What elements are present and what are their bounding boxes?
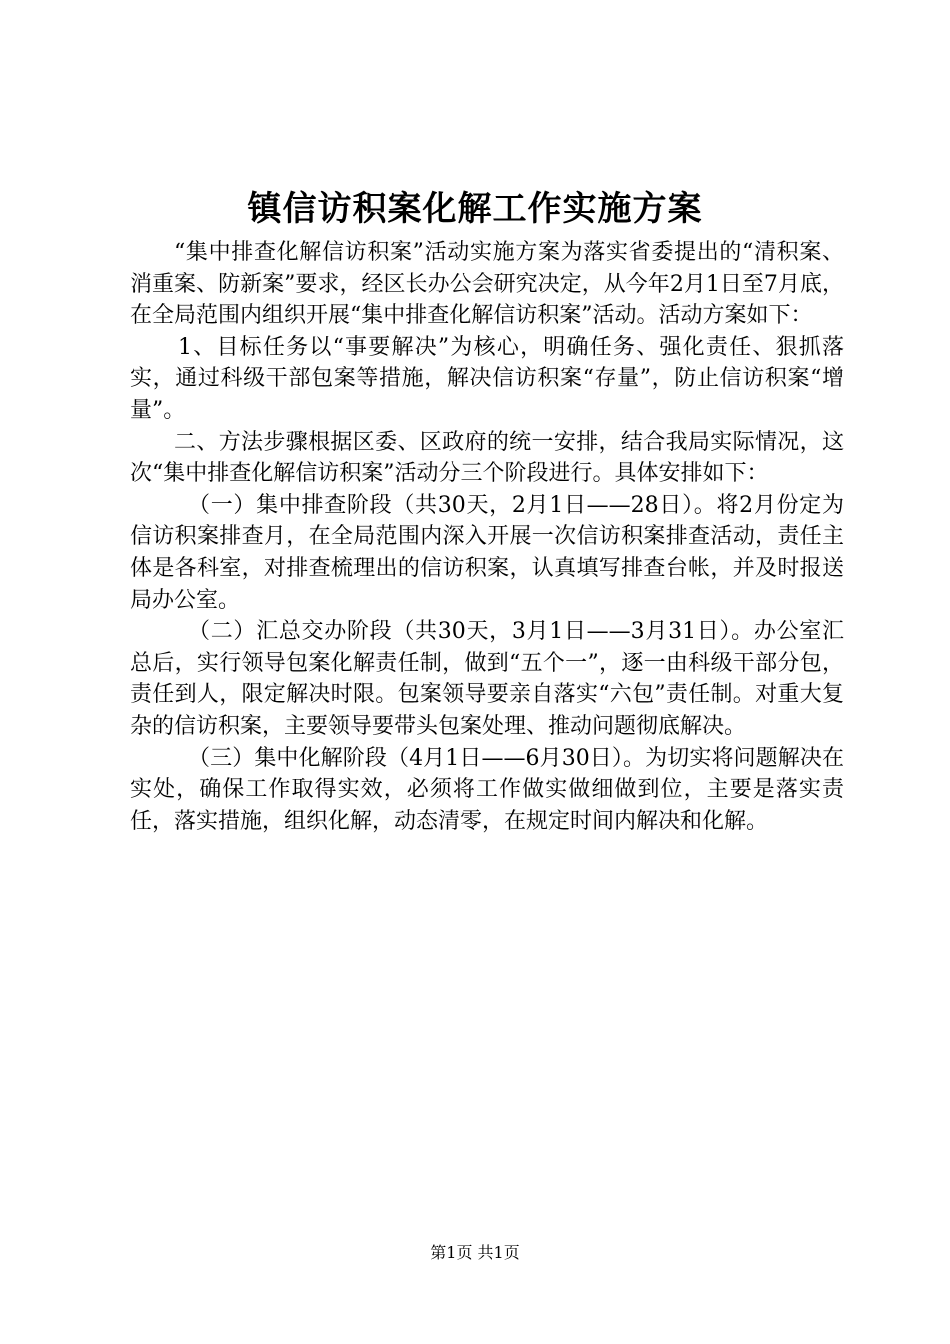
paragraph-stage-3: （三）集中化解阶段（4月1日——6月30日）。为切实将问题解决在实处，确保工作取得实效，必须将工作做实做细做到位，主要是落实责任，落实措施，组织化解，动态清零，在规定时间内解决和化解。 <box>130 745 844 834</box>
document-title: 镇信访积案化解工作实施方案 <box>247 189 703 229</box>
paragraph-stage-1: （一）集中排查阶段（共30天，2月1日——28日）。将2月份定为信访积案排查月，在全局范围内深入开展一次信访积案排查活动，责任主体是各科室，对排查梳理出的信访积案，认真填写排查台帐，并及时报送局办公室。 <box>130 492 844 613</box>
document-body <box>130 237 844 837</box>
paragraph-method: 二、方法步骤根据区委、区政府的统一安排，结合我局实际情况，这次“集中排查化解信访积案”活动分三个阶段进行。具体安排如下： <box>130 429 844 487</box>
paragraph-intro: “集中排查化解信访积案”活动实施方案为落实省委提出的“清积案、消重案、防新案”要求，经区长办公会研究决定，从今年2月1日至7月底，在全局范围内组织开展“集中排查化解信访积案”活动。活动方案如下： <box>130 240 844 329</box>
paragraph-goal: 1、目标任务以“事要解决”为核心，明确任务、强化责任、狠抓落实，通过科级干部包案等措施，解决信访积案“存量”，防止信访积案“增量”。 <box>130 334 844 423</box>
paragraph-stage-2: （二）汇总交办阶段（共30天，3月1日——3月31日）。办公室汇总后，实行领导包案化解责任制，做到“五个一”，逐一由科级干部分包，责任到人，限定解决时限。包案领导要亲自落实“六包”责任制。对重大复杂的信访积案，主要领导要带头包案处理、推动问题彻底解决。 <box>130 619 844 739</box>
page-footer: 第1页 共1页 <box>430 1243 520 1262</box>
